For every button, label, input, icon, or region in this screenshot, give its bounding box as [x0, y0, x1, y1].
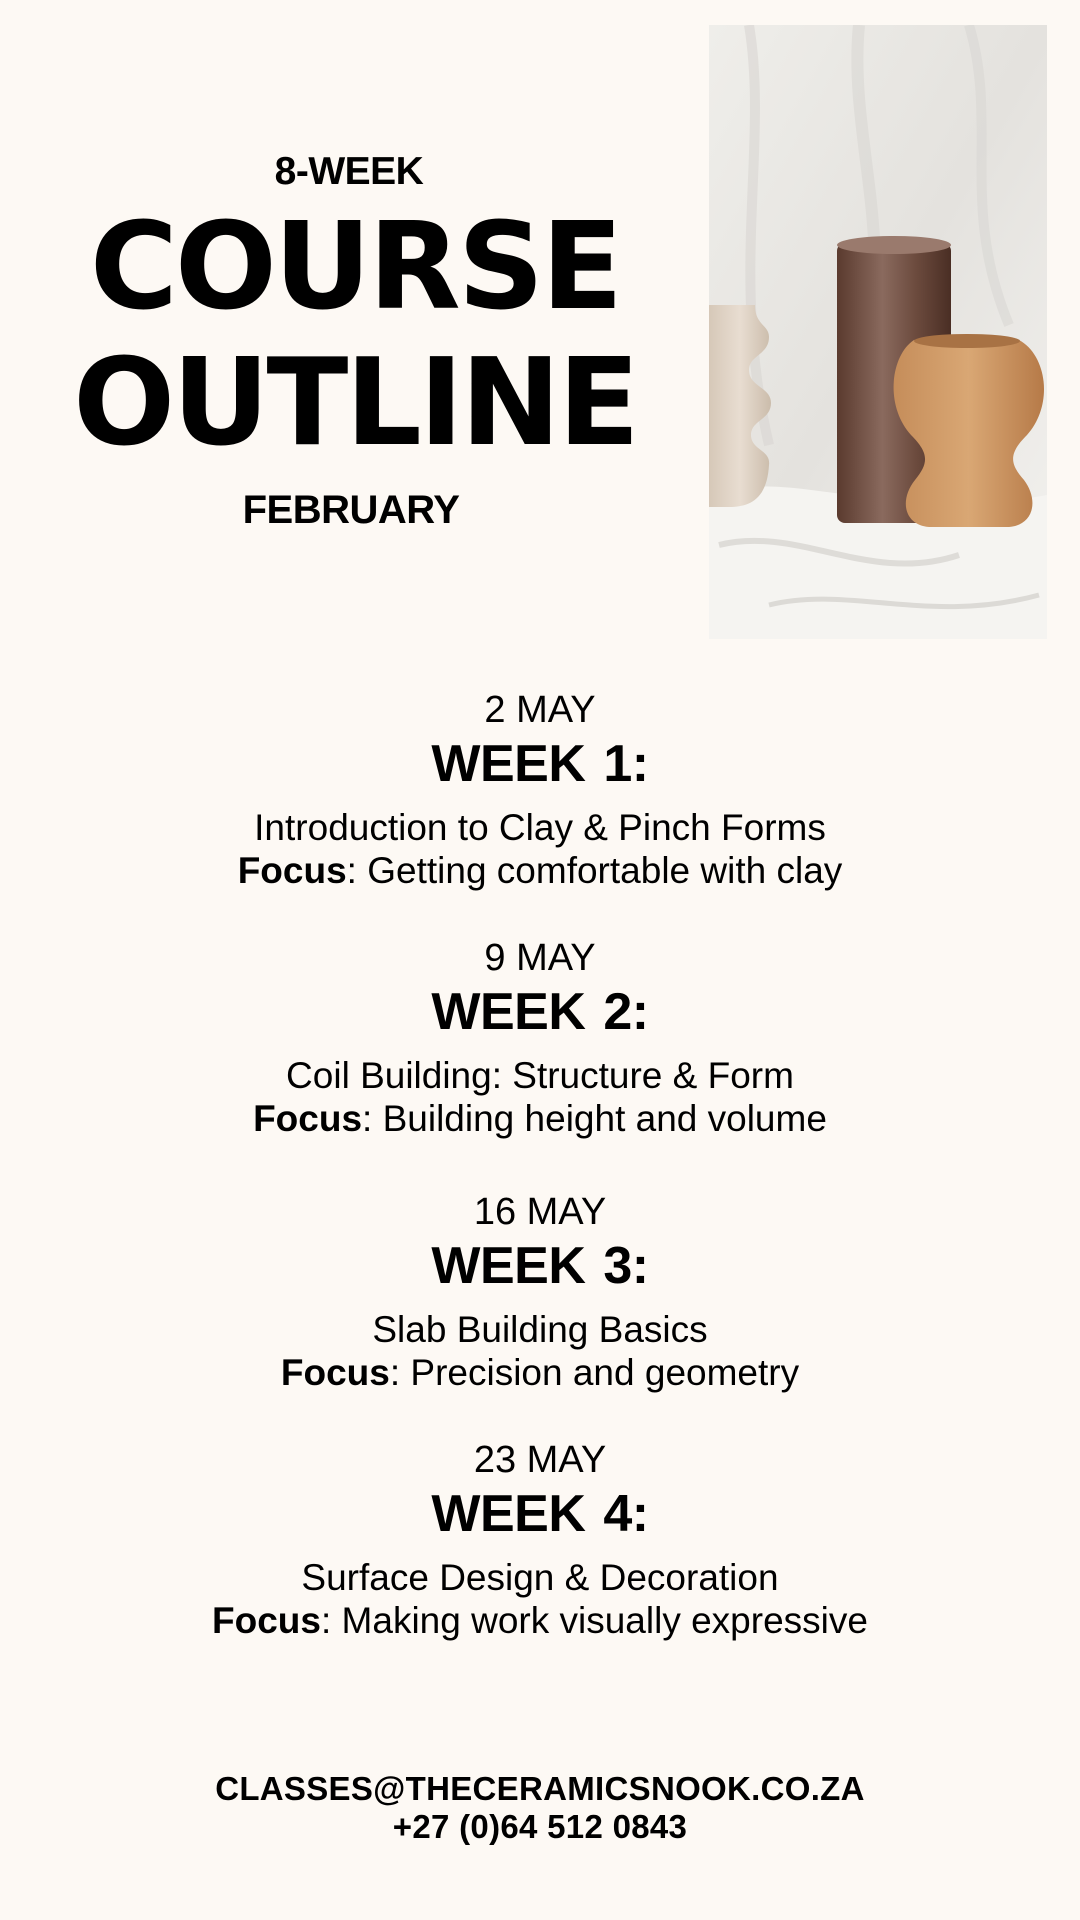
contact-info [0, 1770, 1080, 1846]
week-topic: Surface Design & Decoration [301, 1557, 779, 1598]
week-heading [0, 1236, 1080, 1296]
week-topic: Coil Building: Structure & Form [286, 1055, 794, 1096]
week-number: 2: [603, 983, 649, 1041]
ceramics-photo [709, 25, 1047, 639]
week-date: 16 MAY [473, 1191, 607, 1233]
week-number: 4: [603, 1485, 649, 1543]
focus-text: : Getting comfortable with clay [346, 850, 843, 891]
week-heading [0, 1484, 1080, 1544]
focus-label: Focus [280, 1352, 390, 1393]
week-number: 3: [603, 1237, 649, 1295]
focus-text: : Making work visually expressive [321, 1600, 868, 1641]
focus-label: Focus [212, 1600, 321, 1641]
week-focus [0, 1599, 1080, 1642]
course-schedule [0, 688, 1080, 1686]
week-number: 1: [603, 735, 649, 793]
week-date: 9 MAY [484, 937, 596, 979]
week-focus [0, 1097, 1080, 1140]
week-topic: Slab Building Basics [372, 1309, 708, 1350]
course-month: FEBRUARY [242, 488, 460, 532]
week-focus [0, 1351, 1080, 1394]
week-date: 2 MAY [484, 689, 596, 731]
week-3 [0, 1190, 1080, 1394]
title-line-2: OUTLINE [73, 334, 637, 473]
week-1 [0, 688, 1080, 892]
week-label: WEEK [431, 1485, 586, 1543]
focus-label: Focus [253, 1098, 363, 1139]
week-heading [0, 734, 1080, 794]
focus-label: Focus [237, 850, 347, 891]
title-line-1: COURSE [89, 198, 621, 337]
week-label: WEEK [431, 735, 586, 793]
focus-text: : Building height and volume [362, 1098, 827, 1139]
week-4 [0, 1438, 1080, 1642]
title-block [60, 150, 650, 533]
week-heading [0, 982, 1080, 1042]
week-topic: Introduction to Clay & Pinch Forms [254, 807, 826, 848]
week-label: WEEK [431, 1237, 586, 1295]
week-2 [0, 936, 1080, 1140]
phone-link[interactable]: +27 (0)64 512 0843 [392, 1808, 688, 1845]
week-date: 23 MAY [473, 1439, 607, 1481]
week-focus [0, 849, 1080, 892]
week-label: WEEK [431, 983, 586, 1041]
focus-text: : Precision and geometry [389, 1352, 800, 1393]
page-title [60, 200, 650, 472]
course-length: 8-WEEK [274, 150, 424, 193]
email-link[interactable]: CLASSES@THECERAMICSNOOK.CO.ZA [215, 1770, 865, 1807]
